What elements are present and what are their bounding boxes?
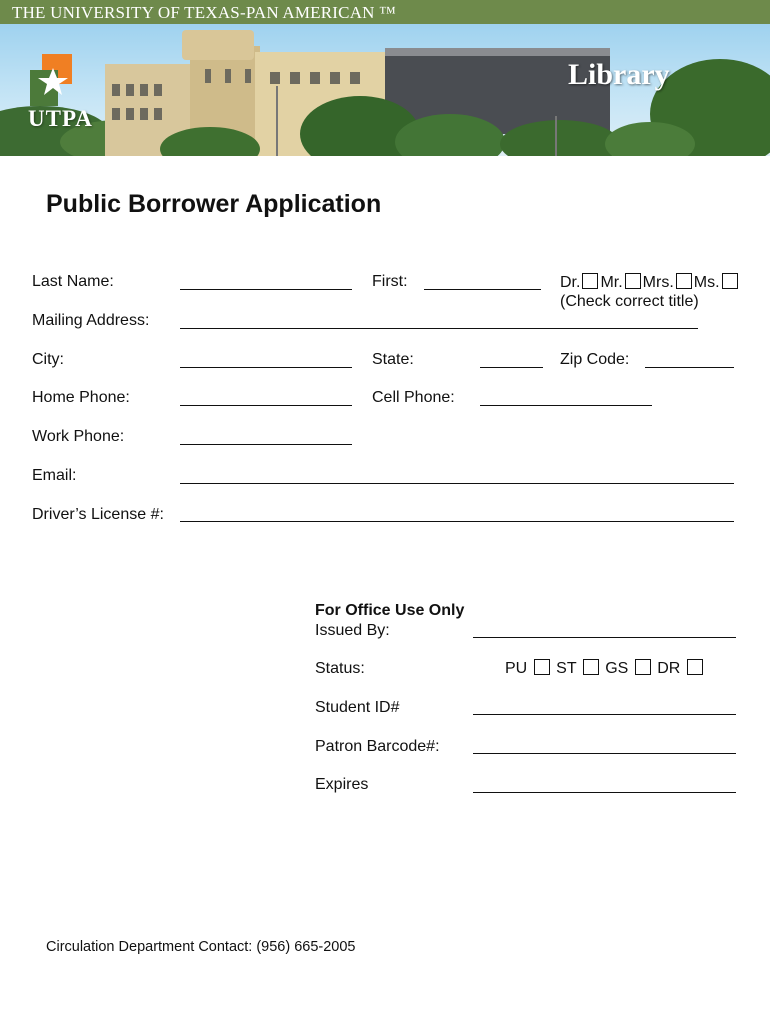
title-dr-checkbox[interactable] xyxy=(582,273,598,289)
zip-code-label: Zip Code: xyxy=(560,351,630,368)
check-title-note: (Check correct title) xyxy=(560,293,699,310)
title-mrs-label: Mrs. xyxy=(642,274,674,291)
city-label: City: xyxy=(32,351,64,368)
utpa-logo-text: UTPA xyxy=(28,106,93,131)
status-pu-label: PU xyxy=(505,660,528,677)
title-mr-label: Mr. xyxy=(600,274,623,291)
state-label: State: xyxy=(372,351,414,368)
issued-by-field[interactable] xyxy=(473,637,736,638)
work-phone-label: Work Phone: xyxy=(32,428,125,445)
office-use-heading: For Office Use Only xyxy=(315,602,465,619)
expires-field[interactable] xyxy=(473,792,736,793)
status-st-checkbox[interactable] xyxy=(583,659,599,675)
home-phone-label: Home Phone: xyxy=(32,389,130,406)
student-id-label: Student ID# xyxy=(315,699,400,716)
status-checkboxes xyxy=(505,659,705,678)
issued-by-label: Issued By: xyxy=(315,622,390,639)
last-name-label: Last Name: xyxy=(32,273,114,290)
status-gs-checkbox[interactable] xyxy=(635,659,651,675)
status-dr-checkbox[interactable] xyxy=(687,659,703,675)
status-gs-label: GS xyxy=(605,660,629,677)
title-ms-label: Ms. xyxy=(693,274,720,291)
status-dr-label: DR xyxy=(657,660,681,677)
email-field[interactable] xyxy=(180,483,734,484)
drivers-license-field[interactable] xyxy=(180,521,734,522)
email-label: Email: xyxy=(32,467,77,484)
state-field[interactable] xyxy=(480,367,543,368)
last-name-field[interactable] xyxy=(180,289,352,290)
university-name: THE UNIVERSITY OF TEXAS-PAN AMERICAN ™ xyxy=(12,3,396,22)
zip-code-field[interactable] xyxy=(645,367,734,368)
status-label: Status: xyxy=(315,660,365,677)
home-phone-field[interactable] xyxy=(180,405,352,406)
status-pu-checkbox[interactable] xyxy=(534,659,550,675)
student-id-field[interactable] xyxy=(473,714,736,715)
status-st-label: ST xyxy=(556,660,577,677)
library-banner xyxy=(0,24,770,156)
mailing-address-label: Mailing Address: xyxy=(32,312,150,329)
cell-phone-label: Cell Phone: xyxy=(372,389,455,406)
drivers-license-label: Driver’s License #: xyxy=(32,506,164,523)
university-header-bar xyxy=(0,0,770,24)
expires-label: Expires xyxy=(315,776,369,793)
mailing-address-field[interactable] xyxy=(180,328,698,329)
city-field[interactable] xyxy=(180,367,352,368)
title-mrs-checkbox[interactable] xyxy=(676,273,692,289)
title-ms-checkbox[interactable] xyxy=(722,273,738,289)
circulation-contact: Circulation Department Contact: (956) 665-2005 xyxy=(46,939,356,955)
patron-barcode-label: Patron Barcode#: xyxy=(315,738,440,755)
title-dr-label: Dr. xyxy=(560,274,581,291)
title-mr-checkbox[interactable] xyxy=(625,273,641,289)
first-name-label: First: xyxy=(372,273,408,290)
work-phone-field[interactable] xyxy=(180,444,352,445)
page-title: Public Borrower Application xyxy=(46,190,382,218)
patron-barcode-field[interactable] xyxy=(473,753,736,754)
cell-phone-field[interactable] xyxy=(480,405,652,406)
library-title: Library xyxy=(568,58,670,91)
title-checkboxes xyxy=(560,273,740,292)
first-name-field[interactable] xyxy=(424,289,541,290)
utpa-star-logo-icon xyxy=(30,54,76,108)
